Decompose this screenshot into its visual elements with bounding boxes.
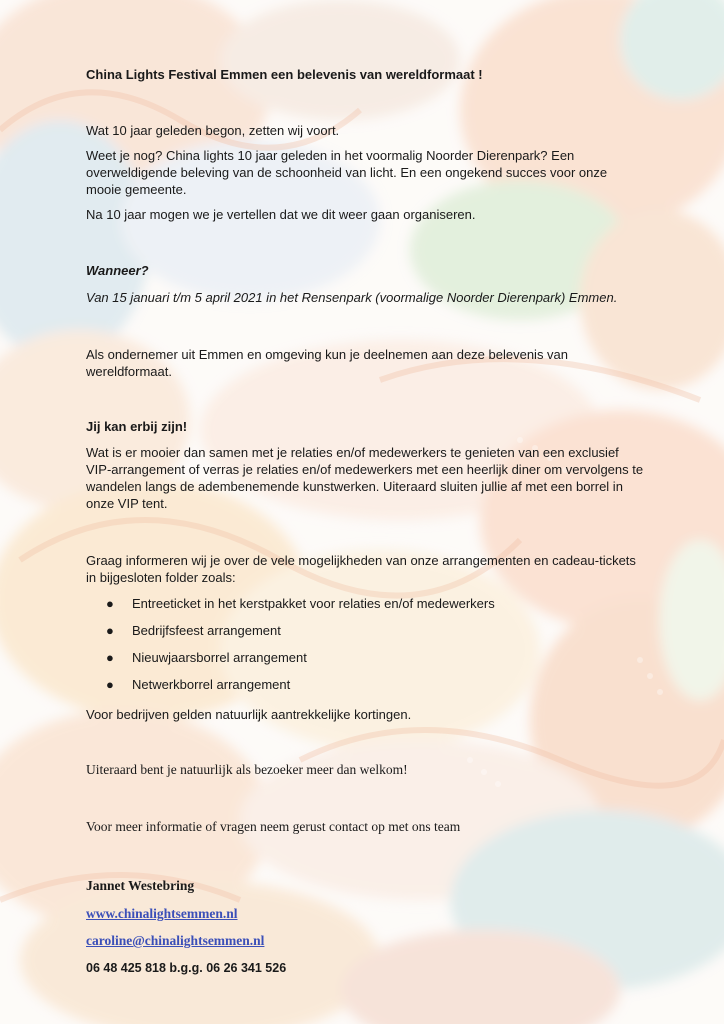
arrangement-list (86, 595, 646, 703)
list-item: ● Nieuwjaarsborrel arrangement (106, 650, 307, 665)
info-paragraph: Graag informeren wij je over de vele mogelijkheden van onze arrangementen en cadeau-tickets in bijgesloten folder zoals: (86, 553, 636, 585)
intro-paragraph-2: Weet je nog? China lights 10 jaar geleden in het voormalig Noorder Dierenpark? Een overweldigende beleving van de schoonheid van licht. En een ongekend succes voor onze mooie gemeente. (86, 148, 608, 197)
email-link[interactable]: caroline@chinalightsemmen.nl (86, 933, 265, 948)
when-heading: Wanneer? (86, 263, 149, 278)
signature-phone: 06 48 425 818 b.g.g. 06 26 341 526 (86, 961, 287, 975)
website-link[interactable]: www.chinalightsemmen.nl (86, 906, 238, 921)
contact-paragraph: Voor meer informatie of vragen neem gerust contact op met ons team (86, 819, 461, 834)
bullet-icon: ● (106, 650, 114, 665)
entrepreneur-paragraph: Als ondernemer uit Emmen en omgeving kun je deelnemen aan deze belevenis van wereldformaat. (86, 347, 569, 379)
list-item: ● Entreeticket in het kerstpakket voor relaties en/of medewerkers (106, 596, 495, 611)
signature-email-line (86, 932, 646, 949)
join-heading: Jij kan erbij zijn! (86, 419, 188, 434)
bullet-icon: ● (106, 596, 114, 611)
signature-name: Jannet Westebring (86, 878, 195, 893)
discount-paragraph: Voor bedrijven gelden natuurlijk aantrekkelijke kortingen. (86, 707, 412, 722)
list-item: ● Bedrijfsfeest arrangement (106, 623, 281, 638)
list-item: ● Netwerkborrel arrangement (106, 677, 291, 692)
welcome-paragraph: Uiteraard bent je natuurlijk als bezoeker meer dan welkom! (86, 762, 408, 777)
join-paragraph: Wat is er mooier dan samen met je relaties en/of medewerkers te genieten van een exclusief VIP-arrangement of verras je relaties en/of medewerkers met een heerlijk diner om vervolgens te wandelen langs de adembenemende kunstwerken. Uiteraard sluiten jullie af met een borrel in onze VIP tent. (86, 445, 644, 511)
page-title: China Lights Festival Emmen een belevenis van wereldformaat ! (86, 67, 483, 82)
bullet-icon: ● (106, 623, 114, 638)
when-text: Van 15 januari t/m 5 april 2021 in het Rensenpark (voormalige Noorder Dierenpark) Emmen. (86, 290, 618, 305)
bullet-icon: ● (106, 677, 114, 692)
signature-website-line (86, 905, 646, 922)
intro-paragraph-3: Na 10 jaar mogen we je vertellen dat we dit weer gaan organiseren. (86, 207, 476, 222)
intro-paragraph-1: Wat 10 jaar geleden begon, zetten wij voort. (86, 123, 340, 138)
